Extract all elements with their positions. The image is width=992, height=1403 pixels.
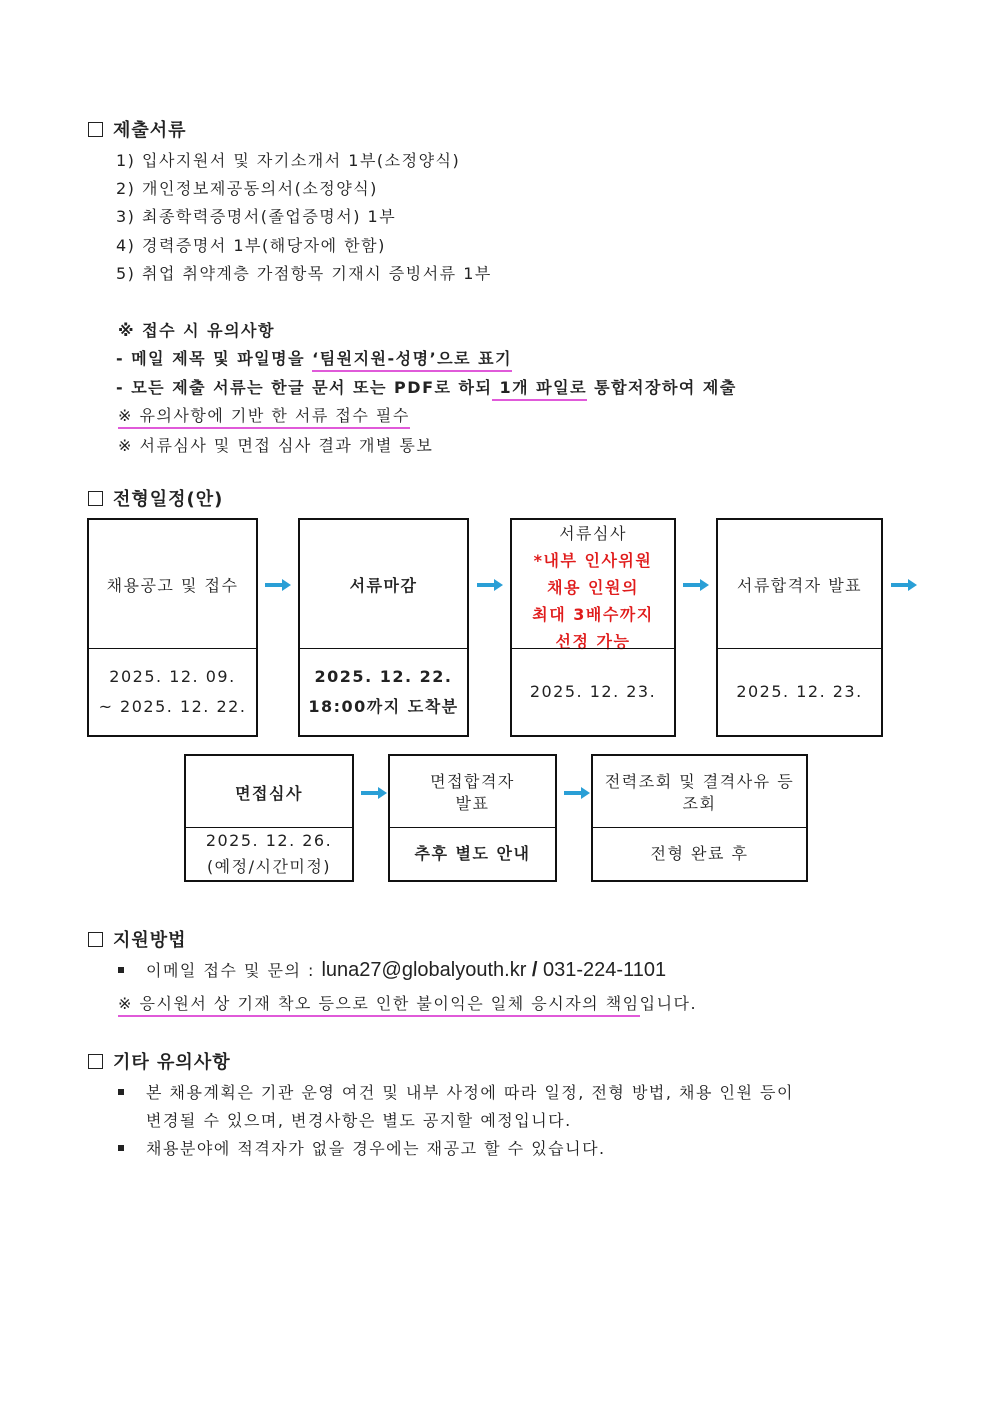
arrow-right-icon (360, 786, 388, 800)
list-item: 1) 입사지원서 및 자기소개서 1부(소정양식) (116, 151, 461, 170)
arrow-right-icon (563, 786, 591, 800)
note-mail-subject: - 메일 제목 및 파일명을 ‘팀원지원-성명’으로 표기 (116, 346, 512, 369)
other-item-1: 본 채용계획은 기관 운영 여건 및 내부 사정에 따라 일정, 전형 방법, 채용 인원 등이 (118, 1080, 794, 1103)
section-heading-schedule: 전형일정(안) (88, 485, 223, 511)
phone-number: 031-224-1101 (543, 959, 667, 981)
section-heading-apply: 지원방법 (88, 926, 187, 952)
apply-warning: ※ 응시원서 상 기재 착오 등으로 인한 불이익은 일체 응시자의 책임입니다. (118, 991, 697, 1014)
stage-document-review (510, 518, 676, 737)
note-single-file: - 모든 제출 서류는 한글 문서 또는 PDF로 하되 1개 파일로 통합저장하여 제출 (116, 375, 737, 398)
stage-date: 2025. 12. 23. (512, 648, 674, 735)
stage-title: 서류마감 (349, 576, 418, 595)
list-item: 5) 취업 취약계층 가점항목 기재시 증빙서류 1부 (116, 264, 492, 283)
stage-date: 2025. 12. 26. (예정/시간미정) (186, 827, 352, 880)
section-heading-submission: 제출서류 (88, 116, 187, 142)
stage-document-result (716, 518, 883, 737)
arrow-right-icon (264, 578, 292, 592)
arrow-right-icon (682, 578, 710, 592)
list-item: 2) 개인정보제공동의서(소정양식) (116, 179, 378, 198)
stage-title: 면접합격자 발표 (430, 772, 515, 813)
list-item: 3) 최종학력증명서(졸업증명서) 1부 (116, 207, 397, 226)
bullet-icon (118, 967, 124, 973)
stage-date: 2025. 12. 09. ~ 2025. 12. 22. (89, 648, 256, 735)
stage-document-deadline (298, 518, 469, 737)
stage-date: 추후 별도 안내 (390, 827, 555, 880)
email-link[interactable]: luna27@globalyouth.kr (321, 959, 527, 981)
highlight-text: ‘팀원지원-성명’으로 표기 (312, 349, 512, 372)
bullet-icon (118, 1145, 124, 1151)
arrow-right-icon (476, 578, 504, 592)
stage-interview (184, 754, 354, 882)
checkbox-square-icon (88, 491, 103, 506)
stage-title: 서류합격자 발표 (736, 576, 863, 595)
highlight-text: 1개 파일로 (492, 378, 587, 401)
highlight-text: ※ 응시원서 상 기재 착오 등으로 인한 불이익은 일체 응시자의 책임 (118, 994, 640, 1017)
stage-background-check (591, 754, 808, 882)
stage-date: 2025. 12. 22. 18:00까지 도착분 (300, 648, 467, 735)
apply-contact: 이메일 접수 및 문의 : luna27@globalyouth.kr / 031-224-1101 (118, 958, 666, 982)
list-item: 4) 경력증명서 1부(해당자에 한함) (116, 236, 386, 255)
section-heading-other: 기타 유의사항 (88, 1048, 231, 1074)
arrow-right-icon (890, 578, 918, 592)
checkbox-square-icon (88, 932, 103, 947)
other-item-2: 채용분야에 적격자가 없을 경우에는 재공고 할 수 있습니다. (118, 1136, 606, 1159)
bullet-icon (118, 1089, 124, 1095)
checkbox-square-icon (88, 1054, 103, 1069)
stage-title: 전력조회 및 결격사유 등 조회 (604, 772, 795, 813)
stage-title: 면접심사 (235, 783, 303, 803)
checkbox-square-icon (88, 122, 103, 137)
stage-date: 2025. 12. 23. (718, 648, 881, 735)
stage-recruitment (87, 518, 258, 737)
other-item-1-cont: 변경될 수 있으며, 변경사항은 별도 공지할 예정입니다. (146, 1111, 572, 1130)
stage-interview-result (388, 754, 557, 882)
notes-title: ※ 접수 시 유의사항 (118, 321, 275, 340)
stage-title: 서류심사 *내부 인사위원 채용 인원의 최대 3배수까지 선정 가능 (532, 524, 654, 651)
stage-date: 전형 완료 후 (593, 827, 806, 880)
note-required: ※ 유의사항에 기반 한 서류 접수 필수 (118, 403, 410, 426)
note-notification: ※ 서류심사 및 면접 심사 결과 개별 통보 (118, 436, 434, 455)
stage-title: 채용공고 및 접수 (106, 576, 239, 595)
